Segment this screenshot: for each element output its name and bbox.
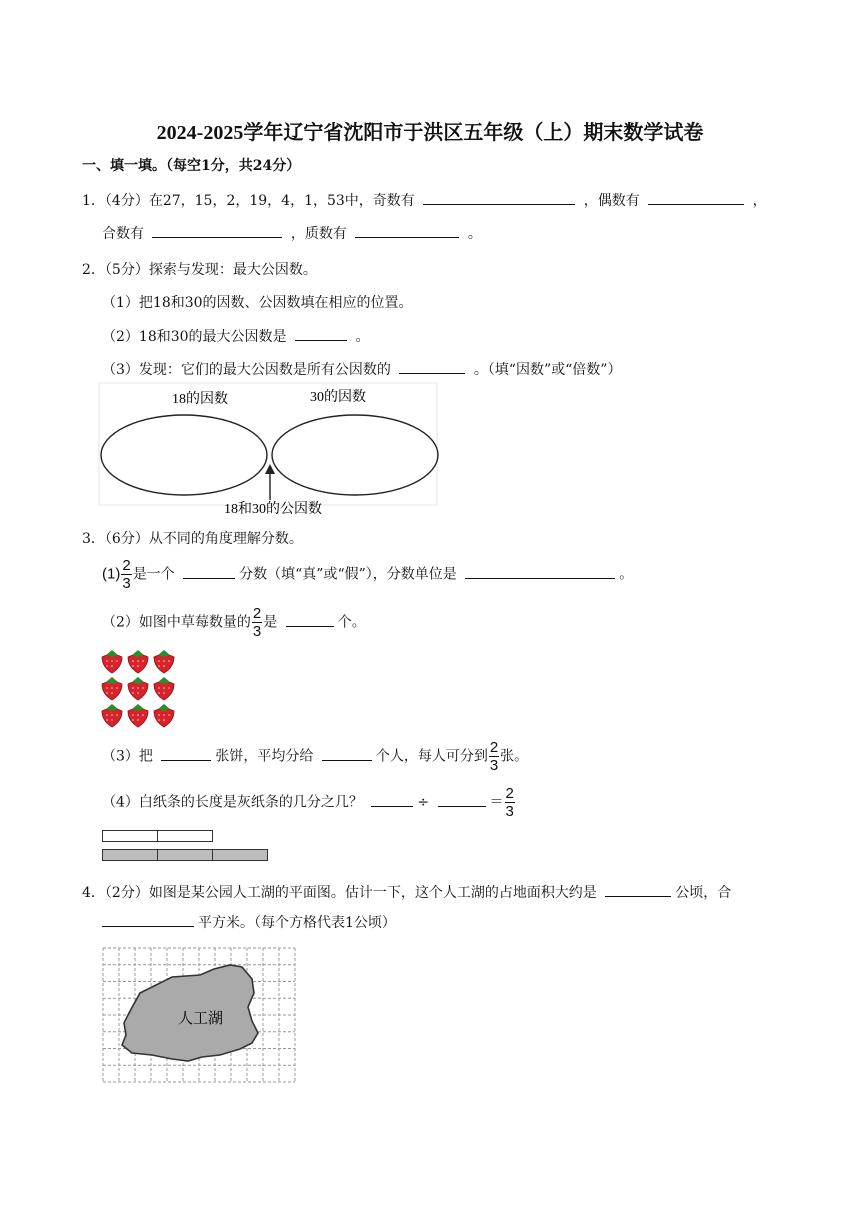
q4-hectare-blank[interactable] (605, 882, 671, 897)
q3-text: （2）如图中草莓数量的 (102, 614, 251, 631)
q3-text: 个人，每人可分到 (375, 748, 488, 765)
q3-unit-blank[interactable] (465, 564, 615, 579)
q3-proper-blank[interactable] (183, 564, 235, 579)
strawberry-grid (100, 647, 180, 729)
q3-text: 张。 (500, 748, 529, 765)
q2-relation-blank[interactable] (399, 359, 465, 374)
strawberry-icon (154, 704, 174, 727)
q3-part4 (102, 786, 516, 819)
q1-line1 (82, 190, 767, 210)
q1-text: 合数有 (102, 226, 144, 242)
q3-text: 张饼，平均分给 (215, 748, 314, 765)
q1-text: ，质数有 (290, 226, 347, 242)
q4-line2 (102, 912, 396, 932)
q2-text: （2）18和30的最大公因数是 (102, 329, 287, 345)
q3-strawberry-blank[interactable] (286, 612, 334, 627)
q1-line2 (102, 223, 482, 243)
q1-text: ，偶数有 (583, 193, 640, 209)
q2-part2 (102, 326, 369, 346)
q3-text: 是 (263, 614, 278, 631)
paper-strips (102, 828, 272, 864)
q4-text: 平方米。（每个方格代表1公顷） (198, 915, 396, 931)
q2-text: （3）发现：它们的最大公因数是所有公因数的 (102, 362, 391, 378)
strawberry-icon (128, 704, 148, 727)
page-title: 2024-2025学年辽宁省沈阳市于洪区五年级（上）期末数学试卷 (156, 122, 704, 144)
strawberry-icon (102, 704, 122, 727)
strawberry-icon (154, 650, 174, 673)
q2-part3 (102, 359, 621, 379)
q3-heading: 3．（6分）从不同的角度理解分数。 (82, 531, 303, 547)
venn-bottom-label: 18和30的公因数 (224, 502, 322, 517)
lake-label: 人工湖 (178, 1009, 224, 1027)
q3-text: 个。 (337, 614, 366, 631)
q3-text: 是一个 (132, 566, 175, 583)
strawberry-icons (100, 647, 180, 729)
lake-grid-map (102, 947, 300, 1083)
q4-line1 (82, 882, 731, 902)
q3-divisor-blank[interactable] (438, 792, 486, 807)
fraction-two-thirds: $\frac{2}{3}$ (122, 557, 131, 592)
venn-right-label: 30的因数 (310, 390, 366, 405)
q3-text: （3）把 (102, 748, 153, 765)
venn-frame (99, 383, 437, 505)
q3-part2 (102, 606, 366, 639)
q3-text: 分数（填“真”或“假”），分数单位是 (239, 566, 457, 583)
q3-divide-sign: ÷ (417, 794, 430, 811)
q3-dividend-blank[interactable] (371, 792, 413, 807)
q2-heading: 2．（5分）探索与发现：最大公因数。 (82, 262, 317, 278)
gray-strip (103, 850, 268, 861)
q1-text: 。 (467, 226, 482, 242)
fraction-two-thirds: $\frac{2}{3}$ (252, 605, 262, 640)
q3-part3 (102, 740, 528, 773)
strawberry-icon (128, 650, 148, 673)
q4-sqm-blank[interactable] (102, 912, 194, 927)
strawberry-icon (128, 677, 148, 700)
fraction-two-thirds: $\frac{2}{3}$ (489, 739, 499, 774)
q4-text: 公顷，合 (675, 885, 732, 901)
q3-cakes-blank[interactable] (161, 746, 211, 761)
q1-odd-blank[interactable] (423, 190, 575, 205)
q3-text: 。 (619, 566, 634, 583)
q1-even-blank[interactable] (648, 190, 744, 205)
q1-text: ， (752, 193, 767, 209)
q2-text: 。 (355, 329, 370, 345)
venn-left-label: 18的因数 (172, 392, 228, 407)
fraction-two-thirds: $\frac{2}{3}$ (505, 785, 514, 820)
venn-diagram (98, 382, 444, 520)
q1-text: 1．（4分）在27，15，2，19，4，1，53中，奇数有 (82, 193, 415, 209)
section-heading: 一、填一填。（每空1分，共24分） (82, 158, 301, 174)
q1-composite-blank[interactable] (152, 223, 282, 238)
strawberry-icon (102, 650, 122, 673)
q2-text: 。（填“因数”或“倍数”） (473, 362, 622, 378)
q2-part1: （1）把18和30的因数、公因数填在相应的位置。 (102, 295, 413, 311)
q3-equal-sign: ＝ (489, 794, 504, 811)
q2-gcd-blank[interactable] (295, 326, 347, 341)
q3-part1 (102, 558, 633, 591)
q3-part1-label: (1) (102, 565, 121, 583)
strawberry-icon (154, 677, 174, 700)
q3-people-blank[interactable] (322, 746, 372, 761)
q3-text: （4）白纸条的长度是灰纸条的几分之几？ (102, 794, 363, 811)
q1-prime-blank[interactable] (355, 223, 459, 238)
strawberry-icon (102, 677, 122, 700)
q4-text: 4．（2分）如图是某公园人工湖的平面图。估计一下，这个人工湖的占地面积大约是 (82, 885, 597, 901)
